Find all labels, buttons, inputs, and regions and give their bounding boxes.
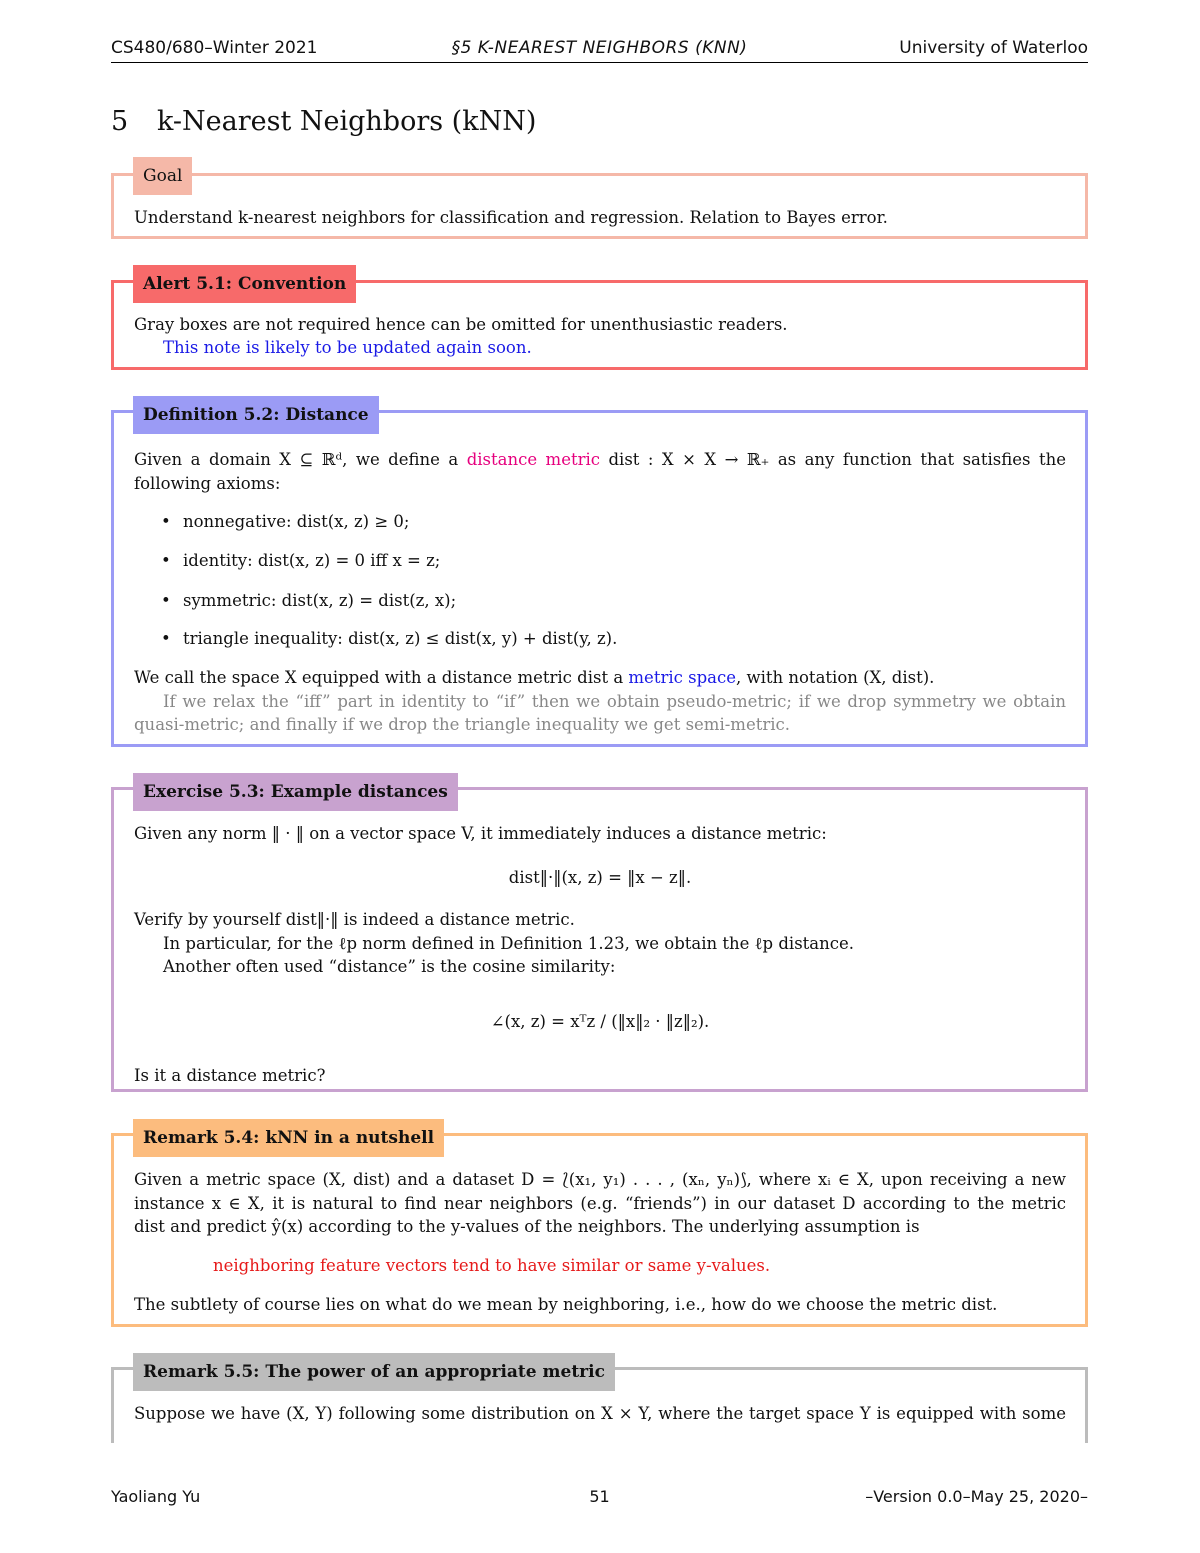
definition-label: Definition 5.2: Distance [133, 396, 379, 434]
exercise-line-5: Is it a distance metric? [134, 1066, 326, 1085]
page-number: 51 [589, 1487, 610, 1506]
definition-intro [134, 448, 1066, 472]
exercise-equation-2: ∠(x, z) = xᵀz / (‖x‖₂ · ‖z‖₂). [490, 1012, 710, 1031]
remark-5-5-label: Remark 5.5: The power of an appropriate metric [133, 1353, 615, 1391]
exercise-line-4: Another often used “distance” is the cosine similarity: [163, 957, 616, 976]
header-chapter: §5 K-NEAREST NEIGHBORS (KNN) [451, 38, 748, 58]
axiom-item [163, 549, 1095, 573]
goal-label: Goal [133, 157, 192, 195]
section-title [111, 106, 536, 137]
axiom-item [163, 627, 1095, 651]
exercise-label: Exercise 5.3: Example distances [133, 773, 458, 811]
metric-space-term: metric space [628, 668, 736, 687]
footer-author: Yaoliang Yu [111, 1487, 201, 1506]
definition-intro-a: Given a domain X ⊆ ℝᵈ, we define a [134, 450, 459, 469]
remark-5-4-label: Remark 5.4: kNN in a nutshell [133, 1119, 444, 1157]
running-header [111, 38, 1088, 64]
definition-gray-line-1: If we relax the “iff” part in identity to “if” then we obtain pseudo-metric; if we drop symmetry we obtain [163, 692, 1066, 711]
exercise-line-3: In particular, for the ℓp norm defined in Definition 1.23, we obtain the ℓp distance. [163, 934, 855, 953]
header-university: University of Waterloo [899, 38, 1088, 58]
metric-space-a: We call the space X equipped with a distance metric dist a [134, 668, 624, 687]
section-number: 5 [111, 106, 129, 137]
remark-5-4-emphasis: neighboring feature vectors tend to have similar or same y-values. [213, 1256, 771, 1275]
header-course: CS480/680–Winter 2021 [111, 38, 318, 58]
remark-5-4-line-3: dist and predict ŷ(x) according to the y-values of the neighbors. The underlying assumption is [134, 1217, 920, 1236]
axiom-item [163, 510, 1095, 534]
footer-version: –Version 0.0–May 25, 2020– [865, 1487, 1088, 1506]
axiom-text: nonnegative: dist(x, z) ≥ 0; [183, 512, 410, 531]
definition-intro-b: dist : X × X → ℝ₊ as any function that satisfies the [608, 450, 1066, 469]
alert-line-1: Gray boxes are not required hence can be omitted for unenthusiastic readers. [134, 315, 788, 334]
remark-5-4-line-1: Given a metric space (X, dist) and a dataset D = ⟅(x₁, y₁) . . . , (xₙ, yₙ)⟆, where xᵢ ∈ X, upon receiving a new [134, 1170, 1066, 1189]
metric-space-b: , with notation (X, dist). [735, 668, 935, 687]
axiom-text: identity: dist(x, z) = 0 iff x = z; [183, 551, 441, 570]
definition-intro-line-2: following axioms: [134, 474, 281, 493]
page-footer [111, 1487, 1088, 1511]
metric-space-sentence [134, 666, 1066, 690]
exercise-line-1: Given any norm ‖ · ‖ on a vector space V, it immediately induces a distance metric: [134, 824, 827, 843]
remark-5-4-line-4: The subtlety of course lies on what do we mean by neighboring, i.e., how do we choose the metric dist. [134, 1295, 998, 1314]
axiom-text: triangle inequality: dist(x, z) ≤ dist(x, y) + dist(y, z). [183, 629, 618, 648]
goal-text: Understand k-nearest neighbors for classification and regression. Relation to Bayes error. [134, 208, 888, 227]
alert-label: Alert 5.1: Convention [133, 265, 356, 303]
axiom-item [163, 589, 1095, 613]
remark-5-5-line-1: Suppose we have (X, Y) following some distribution on X × Y, where the target space Y is equipped with some [134, 1404, 1066, 1423]
distance-metric-term: distance metric [466, 450, 601, 469]
section-heading: k-Nearest Neighbors (kNN) [157, 106, 537, 137]
exercise-line-2: Verify by yourself dist‖·‖ is indeed a distance metric. [134, 910, 575, 929]
exercise-equation-1: dist‖·‖(x, z) = ‖x − z‖. [508, 868, 692, 887]
alert-line-2: This note is likely to be updated again soon. [163, 338, 532, 357]
remark-5-4-line-2: instance x ∈ X, it is natural to find near neighbors (e.g. “friends”) in our dataset D according to the metric [134, 1194, 1066, 1213]
axiom-text: symmetric: dist(x, z) = dist(z, x); [183, 591, 457, 610]
header-rule [111, 62, 1088, 63]
definition-gray-line-2: quasi-metric; and finally if we drop the triangle inequality we get semi-metric. [134, 715, 790, 734]
